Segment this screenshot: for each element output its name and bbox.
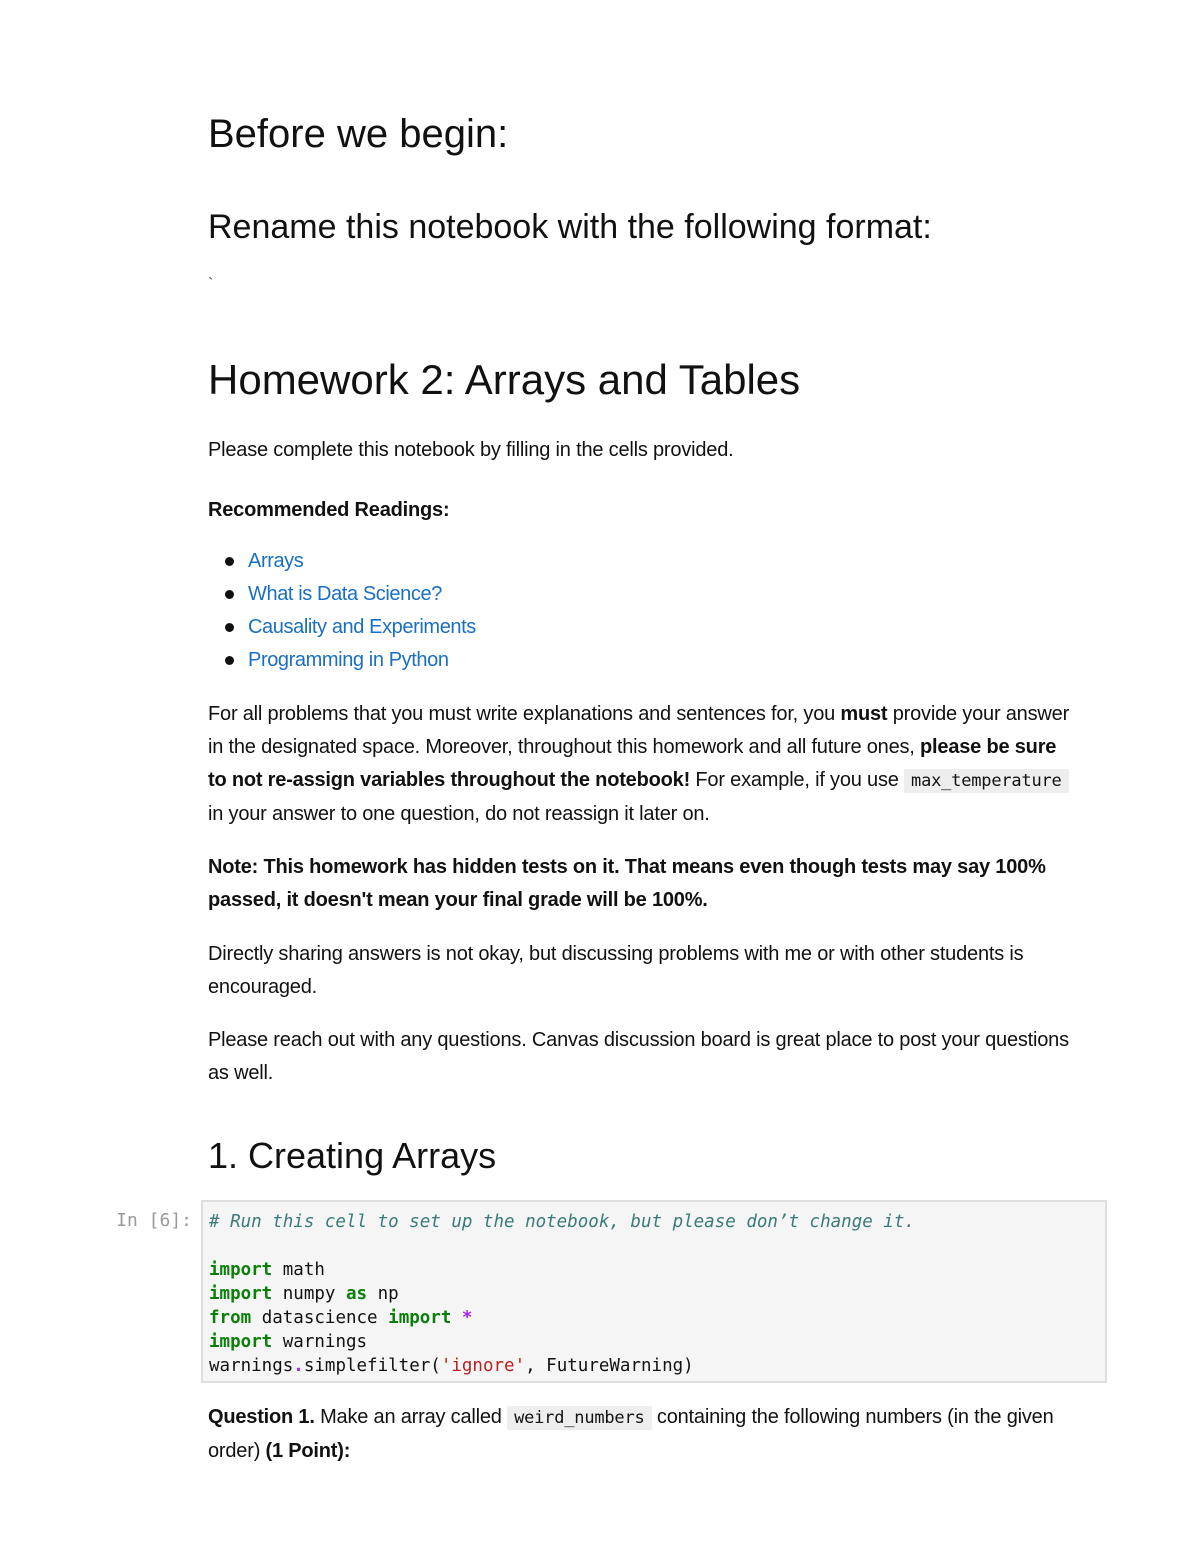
cell-prompt: In [6]: bbox=[116, 1210, 192, 1231]
instructions-paragraph: For all problems that you must write explanations and sentences for, you must provide your answer in the designated space. Moreover, throughout this homework and all future ones, please be sure to not re-assign variables throughout the notebook! For example, if you use max_temperature in your answer to one question, do not reassign it later on. bbox=[208, 703, 1070, 825]
heading-before-we-begin: Before we begin: bbox=[208, 112, 509, 156]
sharing-policy-text: Directly sharing answers is not okay, but discussing problems with me or with other students is encouraged. bbox=[208, 943, 1024, 998]
link-causality-experiments[interactable]: Causality and Experiments bbox=[248, 616, 476, 638]
list-item bbox=[208, 578, 476, 611]
list-item bbox=[208, 545, 476, 578]
list-item bbox=[208, 644, 476, 677]
intro-text: Please complete this notebook by filling in the cells provided. bbox=[208, 439, 734, 461]
link-what-is-data-science[interactable]: What is Data Science? bbox=[248, 583, 442, 605]
note-hidden-tests: Note: This homework has hidden tests on it. That means even though tests may say 100% passed, it doesn't mean your final grade will be 100%. bbox=[208, 856, 1046, 911]
heading-creating-arrays: 1. Creating Arrays bbox=[208, 1135, 497, 1176]
readings-list bbox=[208, 545, 476, 677]
link-programming-python[interactable]: Programming in Python bbox=[248, 649, 449, 671]
code-input[interactable]: # Run this cell to set up the notebook, but please don’t change it. import math import numpy as np from datascience import * import warnings warnings.simplefilter('ignore', FutureWarning) bbox=[209, 1212, 915, 1376]
list-item bbox=[208, 611, 476, 644]
link-arrays[interactable]: Arrays bbox=[248, 550, 304, 572]
heading-homework-title: Homework 2: Arrays and Tables bbox=[208, 356, 801, 403]
contact-text: Please reach out with any questions. Canvas discussion board is great place to post your questions as well. bbox=[208, 1029, 1069, 1084]
question-1-text: Question 1. Make an array called weird_numbers containing the following numbers (in the given order) (1 Point): bbox=[208, 1406, 1054, 1462]
code-cell[interactable] bbox=[201, 1200, 1107, 1383]
inline-code-weird-numbers: weird_numbers bbox=[507, 1406, 651, 1430]
inline-code-max-temperature: max_temperature bbox=[904, 769, 1069, 793]
backtick-text: ` bbox=[208, 276, 214, 293]
readings-heading: Recommended Readings: bbox=[208, 499, 450, 521]
heading-rename-notebook: Rename this notebook with the following format: bbox=[208, 208, 932, 246]
